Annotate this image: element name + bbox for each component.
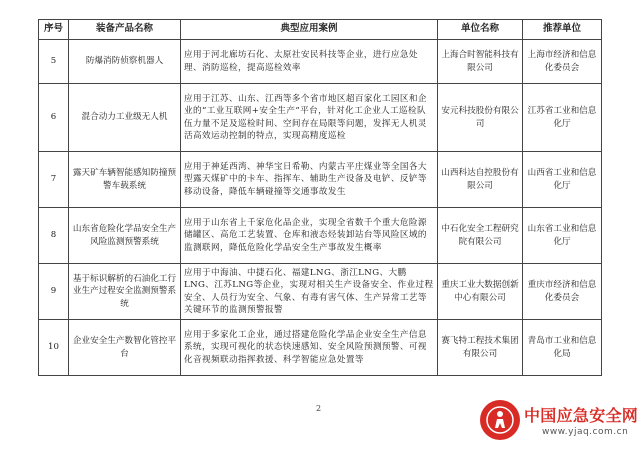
company-name: 上海合时智能科技有限公司 [438,40,523,84]
application-case: 应用于中海油、中捷石化、福建LNG、浙江LNG、大鹏LNG、江苏LNG等企业，实现对相关生产设备安全、作业过程安全、人员行为安全、气象、有毒有害气体、生产异常工艺等关键环节的监测预警报警 [181,264,438,320]
application-case: 应用于河北廊坊石化、太原社安民科技等企业，进行应急处理、消防巡检，提高巡检效率 [181,40,438,84]
company-name: 赛飞特工程技术集团有限公司 [438,320,523,376]
product-name: 企业安全生产数智化管控平台 [69,320,181,376]
row-number: 8 [39,208,69,264]
company-name: 重庆工业大数据创新中心有限公司 [438,264,523,320]
page-number: 2 [316,404,322,413]
company-name: 山西科达自控股份有限公司 [438,152,523,208]
recommender-name: 重庆市经济和信息化委员会 [523,264,602,320]
watermark-url: www.yjaq.com.cn [542,427,629,437]
product-name: 山东省危险化学品安全生产风险监测预警系统 [69,208,181,264]
application-case: 应用于多家化工企业，通过搭建危险化学品企业安全生产信息系统，实现可视化的状态快速感知、安全风险预测预警、可视化音视频联动指挥救援、科学智能应急处置等 [181,320,438,376]
recommender-name: 山东省工业和信息化厅 [523,208,602,264]
row-number: 9 [39,264,69,320]
application-case: 应用于山东省上千家危化品企业，实现全省数千个重大危险源储罐区、高危工艺装置、仓库和液态烃装卸站台等风险区域的监测联网，降低危险化学品安全生产事故发生概率 [181,208,438,264]
recommender-name: 青岛市工业和信息化局 [523,320,602,376]
header-seq: 序号 [39,20,69,40]
product-name: 防爆消防侦察机器人 [69,40,181,84]
watermark-title: 中国应急安全网 [524,406,639,425]
row-number: 10 [39,320,69,376]
header-unit: 单位名称 [438,20,523,40]
application-case: 应用于江苏、山东、江西等多个省市地区超百家化工园区和企业的“工业互联网+安全生产”平台，针对化工企业人工巡检队伍力量不足及巡检时间、空间存在局限等问题，发挥无人机灵活高效运动控制的特点，实现高精度巡检 [181,84,438,152]
application-case: 应用于神延西湾、神华宝日希勒、内蒙古平庄煤业等全国各大型露天煤矿中的卡车、指挥车、辅助生产设备及电铲、反铲等移动设备，降低车辆碰撞等交通事故发生 [181,152,438,208]
header-product: 装备产品名称 [69,20,181,40]
table-row [39,84,602,152]
table-row [39,152,602,208]
header-case: 典型应用案例 [181,20,438,40]
company-name: 安元科技股份有限公司 [438,84,523,152]
emergency-network-logo-icon [480,400,520,440]
header-recommender: 推荐单位 [523,20,602,40]
table-header-row [39,20,602,40]
recommender-name: 江苏省工业和信息化厅 [523,84,602,152]
table-row [39,264,602,320]
table-row [39,208,602,264]
product-name: 混合动力工业级无人机 [69,84,181,152]
product-name: 基于标识解析的石油化工行业生产过程安全监测预警系统 [69,264,181,320]
row-number: 5 [39,40,69,84]
equipment-table [38,19,602,376]
person-silhouette-icon [485,405,515,435]
row-number: 7 [39,152,69,208]
row-number: 6 [39,84,69,152]
site-watermark [480,398,639,448]
recommender-name: 山西省工业和信息化厅 [523,152,602,208]
table-row [39,320,602,376]
product-name: 露天矿车辆智能感知防撞预警车载系统 [69,152,181,208]
company-name: 中石化安全工程研究院有限公司 [438,208,523,264]
recommender-name: 上海市经济和信息化委员会 [523,40,602,84]
table-row [39,40,602,84]
